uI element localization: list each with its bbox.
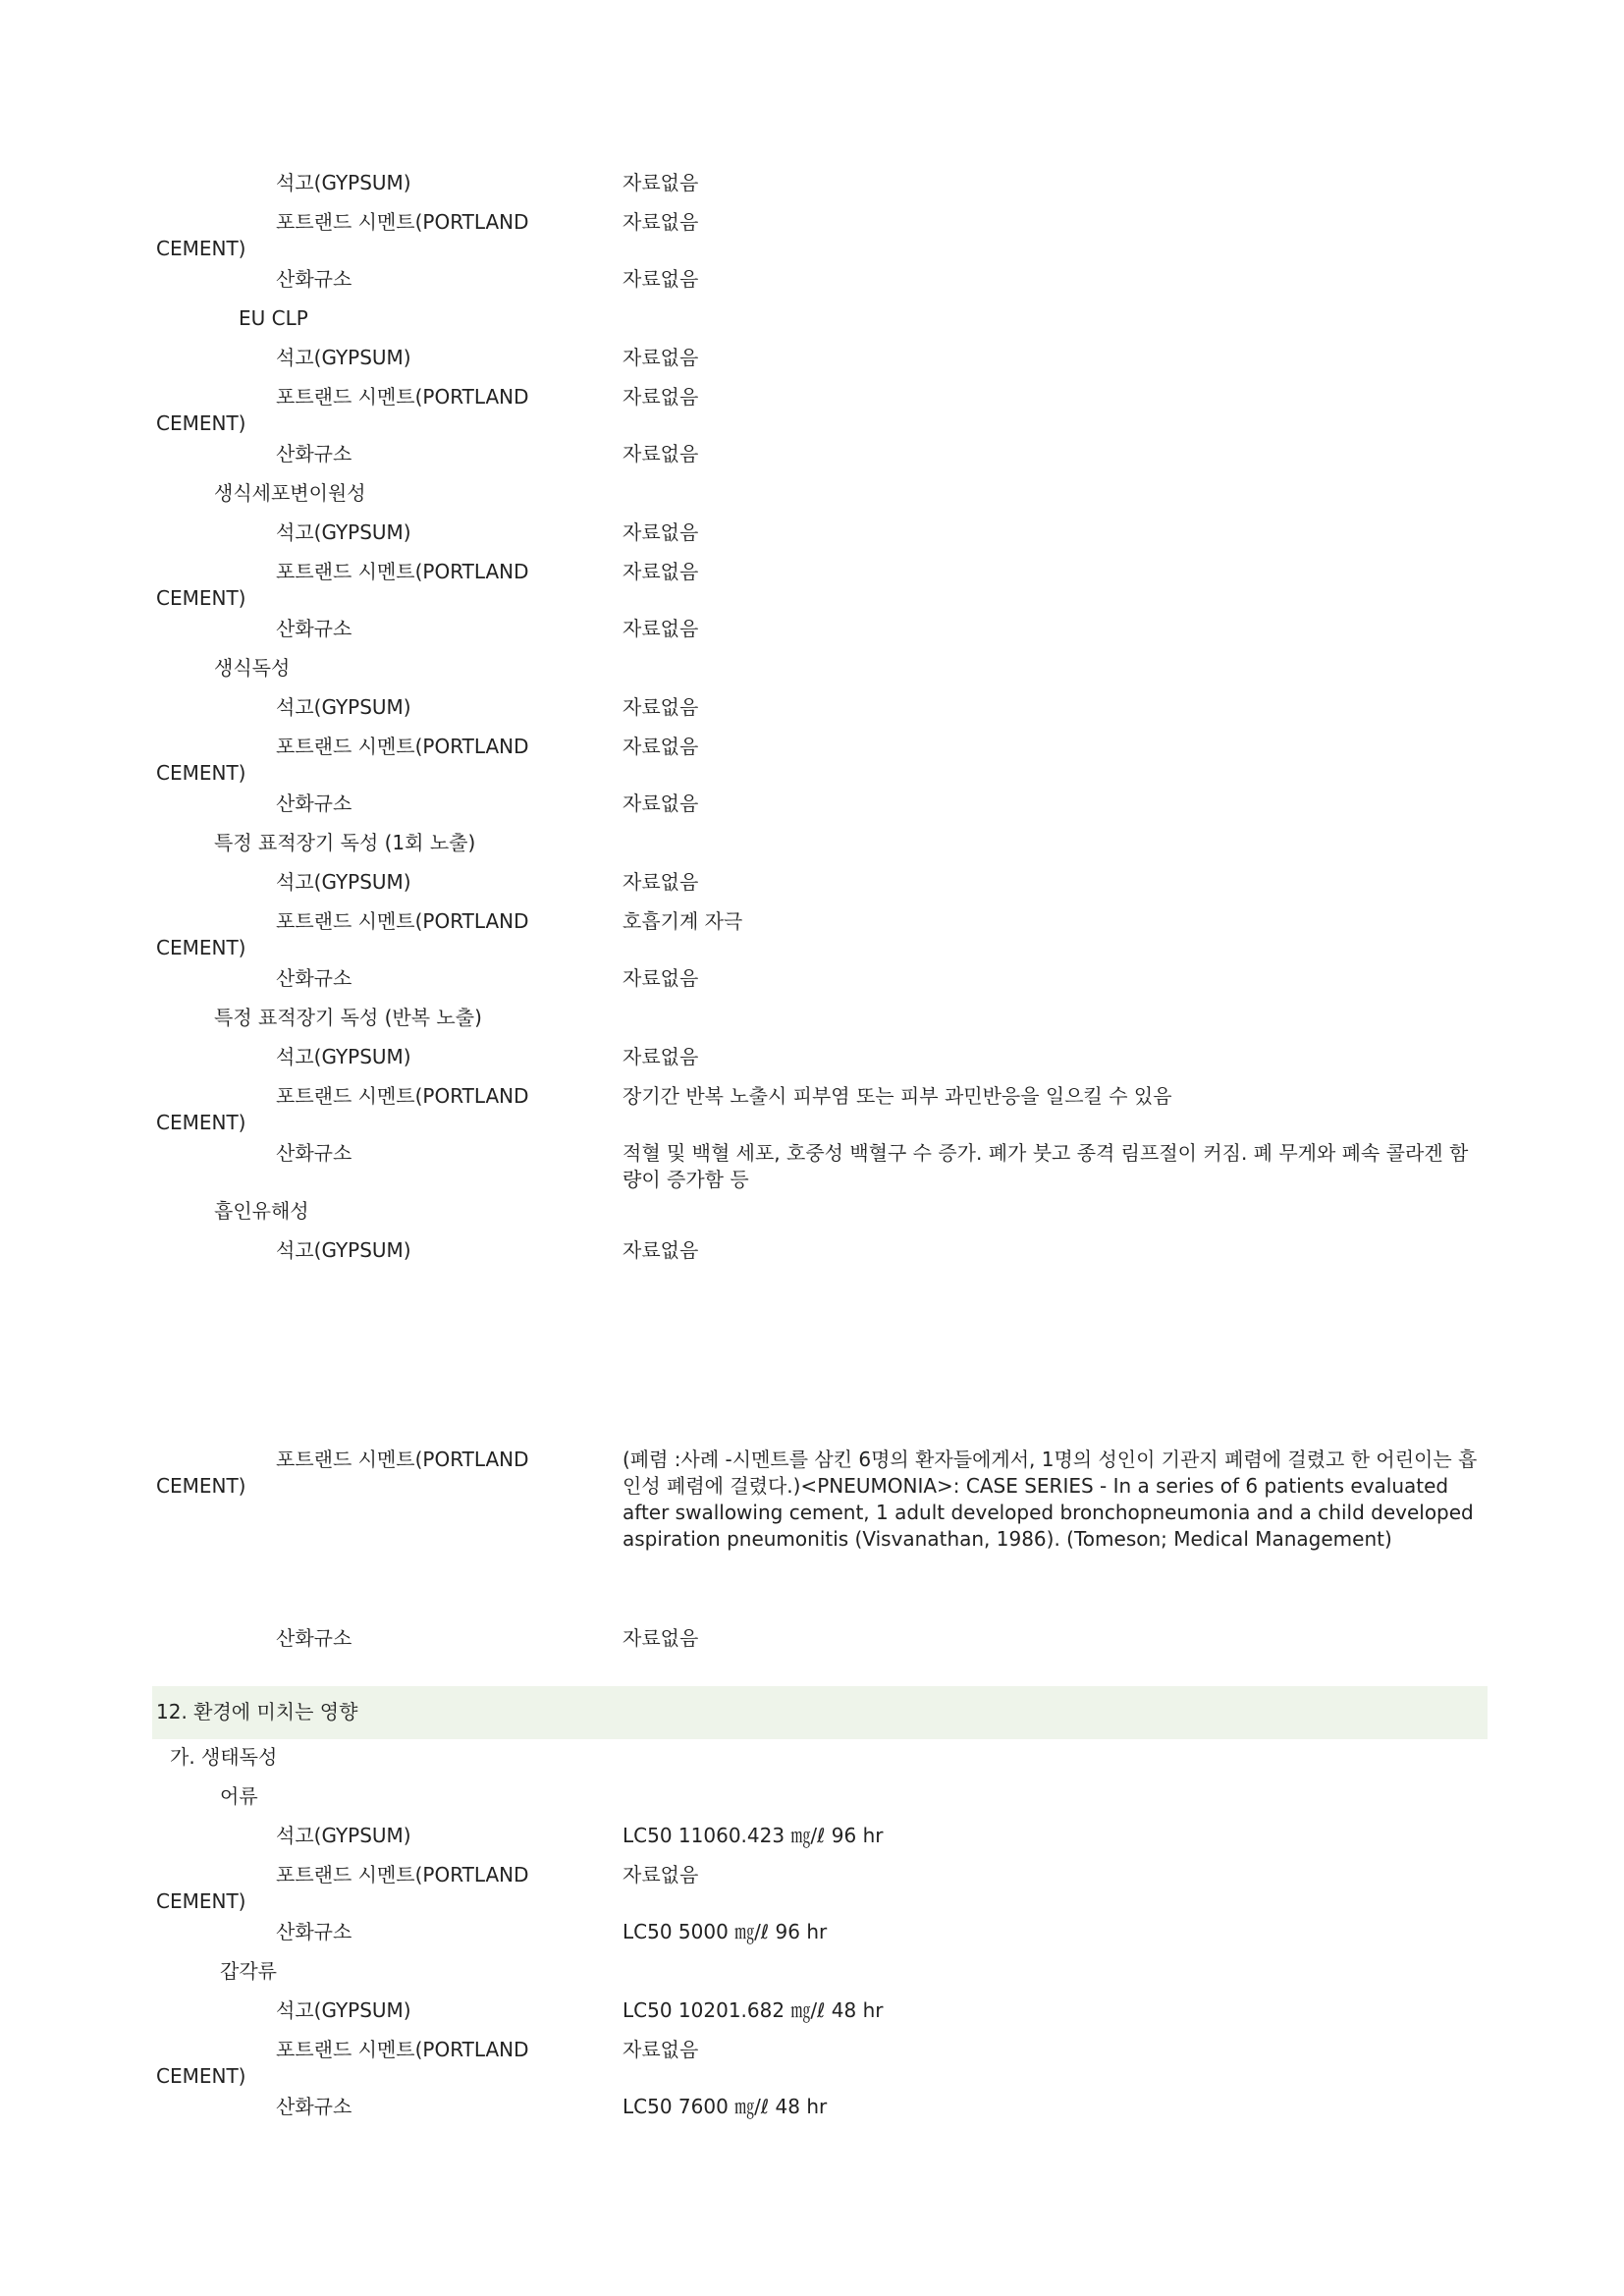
silica-label: 산화규소 — [276, 267, 352, 291]
portland-label-cont: CEMENT) — [156, 1111, 246, 1134]
gypsum-value: 자료없음 — [623, 870, 699, 894]
silica-value: 적혈 및 백혈 세포, 호중성 백혈구 수 증가. 폐가 붓고 종격 림프절이 커짐. 폐 무게와 폐속 콜라겐 함량이 증가함 등 — [623, 1141, 1469, 1191]
portland-label-cont: CEMENT) — [156, 1474, 246, 1498]
portland-aspiration-value: (폐렴 :사례 -시멘트를 삼킨 6명의 환자들에게서, 1명의 성인이 기관지 폐렴에 걸렸고 한 어린이는 흡인성 폐렴에 걸렸다.)<PNEUMONIA>: CASE SERIES - In a series of 6 patients evaluated after swallowing cement, 1 adult developed bronchopneumonia and a child developed aspiration pneumonitis (Visvanathan, 1986). (Tomeson; Medical Management) — [623, 1448, 1478, 1551]
gypsum-label: 석고(GYPSUM) — [276, 1045, 411, 1068]
silica-label: 산화규소 — [276, 966, 352, 990]
fish-heading: 어류 — [220, 1784, 258, 1808]
gypsum-label: 석고(GYPSUM) — [276, 520, 411, 544]
silica-label: 산화규소 — [276, 2095, 352, 2118]
gypsum-label: 석고(GYPSUM) — [276, 870, 411, 894]
portland-label: 포트랜드 시멘트(PORTLAND — [276, 1448, 529, 1471]
gypsum-value: 자료없음 — [623, 171, 699, 194]
gypsum-label: 석고(GYPSUM) — [276, 1824, 411, 1847]
portland-label: 포트랜드 시멘트(PORTLAND — [276, 385, 529, 409]
gypsum-value: 자료없음 — [623, 695, 699, 719]
portland-crustacea-value: 자료없음 — [623, 2038, 699, 2061]
eu-clp-heading: EU CLP — [239, 306, 308, 330]
gypsum-label: 석고(GYPSUM) — [276, 346, 411, 369]
gypsum-label: 석고(GYPSUM) — [276, 695, 411, 719]
gypsum-label: 석고(GYPSUM) — [276, 1998, 411, 2022]
crustacea-heading: 갑각류 — [220, 1959, 277, 1983]
portland-value: 장기간 반복 노출시 피부염 또는 피부 과민반응을 일으킬 수 있음 — [623, 1084, 1172, 1108]
section-12-bar — [152, 1686, 1488, 1739]
portland-label-cont: CEMENT) — [156, 936, 246, 959]
portland-value: 호흡기계 자극 — [623, 909, 743, 933]
gypsum-label: 석고(GYPSUM) — [276, 1238, 411, 1262]
portland-label: 포트랜드 시멘트(PORTLAND — [276, 1863, 529, 1886]
portland-label-cont: CEMENT) — [156, 411, 246, 435]
stot-repeated-heading: 특정 표적장기 독성 (반복 노출) — [214, 1006, 482, 1029]
stot-single-heading: 특정 표적장기 독성 (1회 노출) — [214, 831, 476, 854]
silica-value: 자료없음 — [623, 1626, 699, 1650]
silica-value: 자료없음 — [623, 442, 699, 465]
mutagenicity-heading: 생식세포변이원성 — [214, 481, 366, 505]
silica-label: 산화규소 — [276, 1626, 352, 1650]
portland-label: 포트랜드 시멘트(PORTLAND — [276, 210, 529, 234]
aspiration-hazard-heading: 흡인유해성 — [214, 1199, 309, 1223]
gypsum-value: 자료없음 — [623, 1045, 699, 1068]
silica-label: 산화규소 — [276, 442, 352, 465]
gypsum-fish-value: LC50 11060.423 ㎎/ℓ 96 hr — [623, 1824, 884, 1847]
silica-value: 자료없음 — [623, 267, 699, 291]
portland-label: 포트랜드 시멘트(PORTLAND — [276, 560, 529, 583]
silica-label: 산화규소 — [276, 1141, 352, 1165]
portland-label-cont: CEMENT) — [156, 586, 246, 610]
portland-value: 자료없음 — [623, 735, 699, 758]
portland-label: 포트랜드 시멘트(PORTLAND — [276, 2038, 529, 2061]
silica-crustacea-value: LC50 7600 ㎎/ℓ 48 hr — [623, 2095, 828, 2118]
portland-value: 자료없음 — [623, 385, 699, 409]
portland-label-cont: CEMENT) — [156, 237, 246, 260]
portland-label: 포트랜드 시멘트(PORTLAND — [276, 1084, 529, 1108]
ecotoxicity-heading: 가. 생태독성 — [170, 1745, 278, 1769]
portland-label-cont: CEMENT) — [156, 761, 246, 785]
silica-label: 산화규소 — [276, 1920, 352, 1943]
silica-value: 자료없음 — [623, 617, 699, 640]
silica-label: 산화규소 — [276, 617, 352, 640]
section-12-title: 12. 환경에 미치는 영향 — [156, 1700, 358, 1723]
gypsum-crustacea-value: LC50 10201.682 ㎎/ℓ 48 hr — [623, 1998, 884, 2022]
portland-label-cont: CEMENT) — [156, 2064, 246, 2088]
portland-value: 자료없음 — [623, 560, 699, 583]
reproductive-toxicity-heading: 생식독성 — [214, 656, 291, 680]
portland-label-cont: CEMENT) — [156, 1889, 246, 1913]
portland-fish-value: 자료없음 — [623, 1863, 699, 1886]
silica-value: 자료없음 — [623, 792, 699, 815]
silica-label: 산화규소 — [276, 792, 352, 815]
portland-label: 포트랜드 시멘트(PORTLAND — [276, 909, 529, 933]
silica-fish-value: LC50 5000 ㎎/ℓ 96 hr — [623, 1920, 828, 1943]
gypsum-value: 자료없음 — [623, 520, 699, 544]
portland-value: 자료없음 — [623, 210, 699, 234]
gypsum-value: 자료없음 — [623, 346, 699, 369]
gypsum-label: 석고(GYPSUM) — [276, 171, 411, 194]
gypsum-value: 자료없음 — [623, 1238, 699, 1262]
portland-label: 포트랜드 시멘트(PORTLAND — [276, 735, 529, 758]
silica-value: 자료없음 — [623, 966, 699, 990]
